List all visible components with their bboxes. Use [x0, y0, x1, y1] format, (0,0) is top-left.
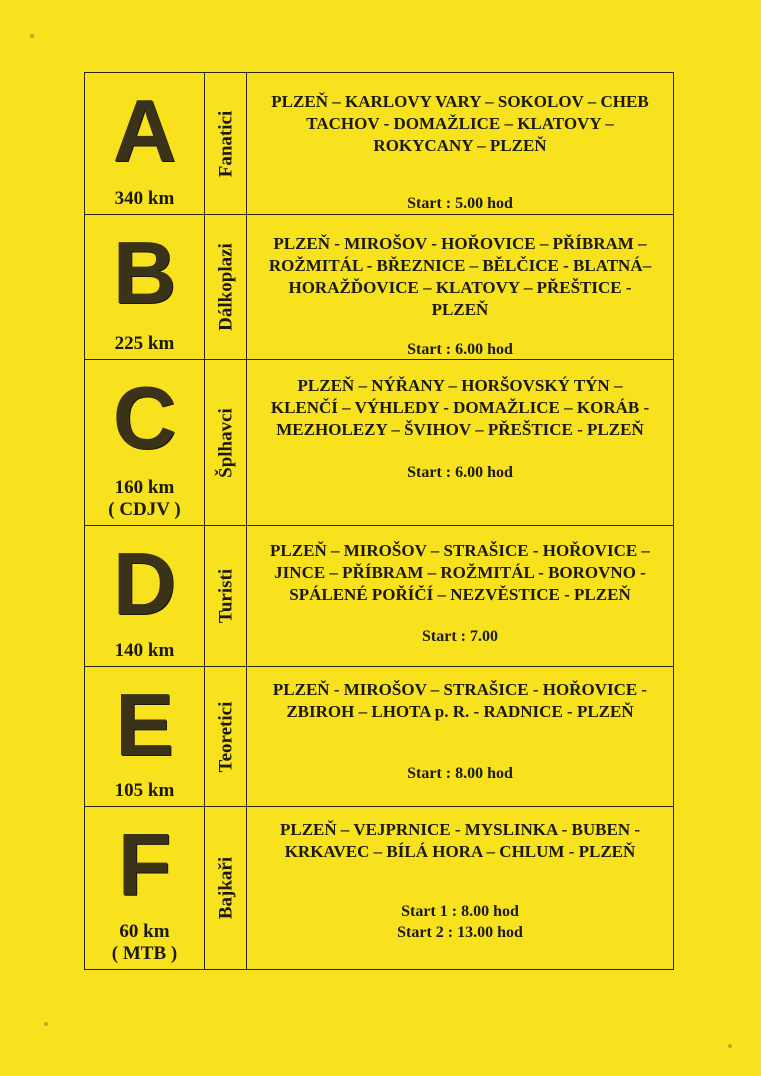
route-distance: 340 km — [114, 188, 175, 209]
route-letter-cell — [85, 73, 205, 214]
route-distance: 105 km — [114, 780, 175, 801]
route-distance-note: ( MTB ) — [111, 943, 178, 964]
start-time — [251, 193, 669, 214]
route-stops — [251, 679, 669, 723]
route-line: ZBIROH – LHOTA p. R. - RADNICE - PLZEŇ — [286, 702, 634, 721]
group-name-cell — [205, 526, 247, 666]
route-letter: E — [115, 675, 174, 774]
route-distance-block — [85, 780, 204, 802]
group-name: Turisti — [215, 568, 236, 624]
route-line: PLZEŇ – MIROŠOV – STRAŠICE - HOŘOVICE – — [270, 541, 650, 560]
route-line: TACHOV - DOMAŽLICE – KLATOVY – — [306, 114, 614, 133]
route-letter: B — [112, 223, 177, 322]
route-line: MEZHOLEZY – ŠVIHOV – PŘEŠTICE - PLZEŇ — [276, 420, 644, 439]
route-letter-cell — [85, 667, 205, 806]
paper-speck — [728, 1044, 732, 1048]
route-row-b — [85, 215, 673, 360]
route-row-a — [85, 73, 673, 215]
route-distance: 60 km — [119, 921, 170, 942]
start-time — [251, 339, 669, 360]
route-letter: C — [112, 368, 177, 467]
start-line: Start : 8.00 hod — [407, 765, 513, 782]
route-letter: A — [112, 81, 177, 180]
route-row-c — [85, 360, 673, 526]
route-description-cell — [247, 215, 673, 359]
route-distance: 160 km — [114, 477, 175, 498]
route-stops — [251, 819, 669, 863]
route-description-cell — [247, 526, 673, 666]
route-description-cell — [247, 73, 673, 214]
route-distance-note: ( CDJV ) — [108, 499, 181, 520]
start-line: Start : 7.00 — [422, 628, 498, 645]
route-line: PLZEŇ - MIROŠOV – STRAŠICE - HOŘOVICE - — [272, 680, 648, 699]
paper-speck — [44, 1022, 48, 1026]
start-time — [251, 462, 669, 483]
route-letter-cell — [85, 215, 205, 359]
route-line: PLZEŇ - MIROŠOV - HOŘOVICE – PŘÍBRAM – — [273, 234, 647, 253]
route-letter-cell — [85, 807, 205, 969]
start-time — [251, 901, 669, 943]
route-distance-block — [85, 333, 204, 355]
route-line: JINCE – PŘÍBRAM – ROŽMITÁL - BOROVNO - — [274, 563, 646, 582]
group-name: Bajkaři — [215, 856, 236, 920]
start-time — [251, 626, 669, 647]
route-line: PLZEŇ — [431, 300, 489, 319]
group-name: Fanatici — [215, 110, 236, 177]
start-line: Start : 6.00 hod — [407, 341, 513, 358]
route-description-cell — [247, 360, 673, 525]
group-name: Dálkoplazi — [215, 243, 236, 331]
route-letter: D — [112, 534, 177, 633]
route-stops — [251, 540, 669, 606]
route-row-d — [85, 526, 673, 667]
route-line: PLZEŇ – VEJPRNICE - MYSLINKA - BUBEN - — [279, 820, 641, 839]
route-letter-cell — [85, 526, 205, 666]
route-table — [84, 72, 674, 970]
start-line: Start 2 : 13.00 hod — [397, 924, 523, 941]
group-name-cell — [205, 360, 247, 525]
route-description-cell — [247, 667, 673, 806]
group-name: Teoretici — [215, 701, 236, 772]
paper-speck — [30, 34, 34, 38]
route-line: SPÁLENÉ POŘÍČÍ – NEZVĚSTICE - PLZEŇ — [289, 585, 631, 604]
route-row-e — [85, 667, 673, 807]
start-line: Start 1 : 8.00 hod — [401, 903, 519, 920]
route-stops — [251, 233, 669, 321]
group-name: Šplhavci — [215, 407, 236, 478]
route-distance: 225 km — [114, 333, 175, 354]
route-stops — [251, 91, 669, 157]
start-time — [251, 763, 669, 784]
route-line: ROŽMITÁL - BŘEZNICE – BĚLČICE - BLATNÁ– — [268, 256, 652, 275]
route-letter-cell — [85, 360, 205, 525]
start-line: Start : 6.00 hod — [407, 464, 513, 481]
route-distance-block — [85, 640, 204, 662]
route-line: KLENČÍ – VÝHLEDY - DOMAŽLICE – KORÁB - — [270, 398, 650, 417]
route-line: ROKYCANY – PLZEŇ — [373, 136, 547, 155]
route-distance-block — [85, 188, 204, 210]
route-description-cell — [247, 807, 673, 969]
route-line: HORAŽĎOVICE – KLATOVY – PŘEŠTICE - — [288, 278, 632, 297]
route-line: PLZEŇ – KARLOVY VARY – SOKOLOV – CHEB — [271, 92, 649, 111]
route-distance-block — [85, 921, 204, 965]
group-name-cell — [205, 215, 247, 359]
route-distance-block — [85, 477, 204, 521]
route-line: PLZEŇ – NÝŘANY – HORŠOVSKÝ TÝN – — [297, 376, 623, 395]
start-line: Start : 5.00 hod — [407, 195, 513, 212]
group-name-cell — [205, 73, 247, 214]
route-letter: F — [117, 815, 172, 914]
route-row-f — [85, 807, 673, 969]
group-name-cell — [205, 807, 247, 969]
route-line: KRKAVEC – BÍLÁ HORA – CHLUM - PLZEŇ — [284, 842, 636, 861]
route-distance: 140 km — [114, 640, 175, 661]
group-name-cell — [205, 667, 247, 806]
route-stops — [251, 375, 669, 441]
